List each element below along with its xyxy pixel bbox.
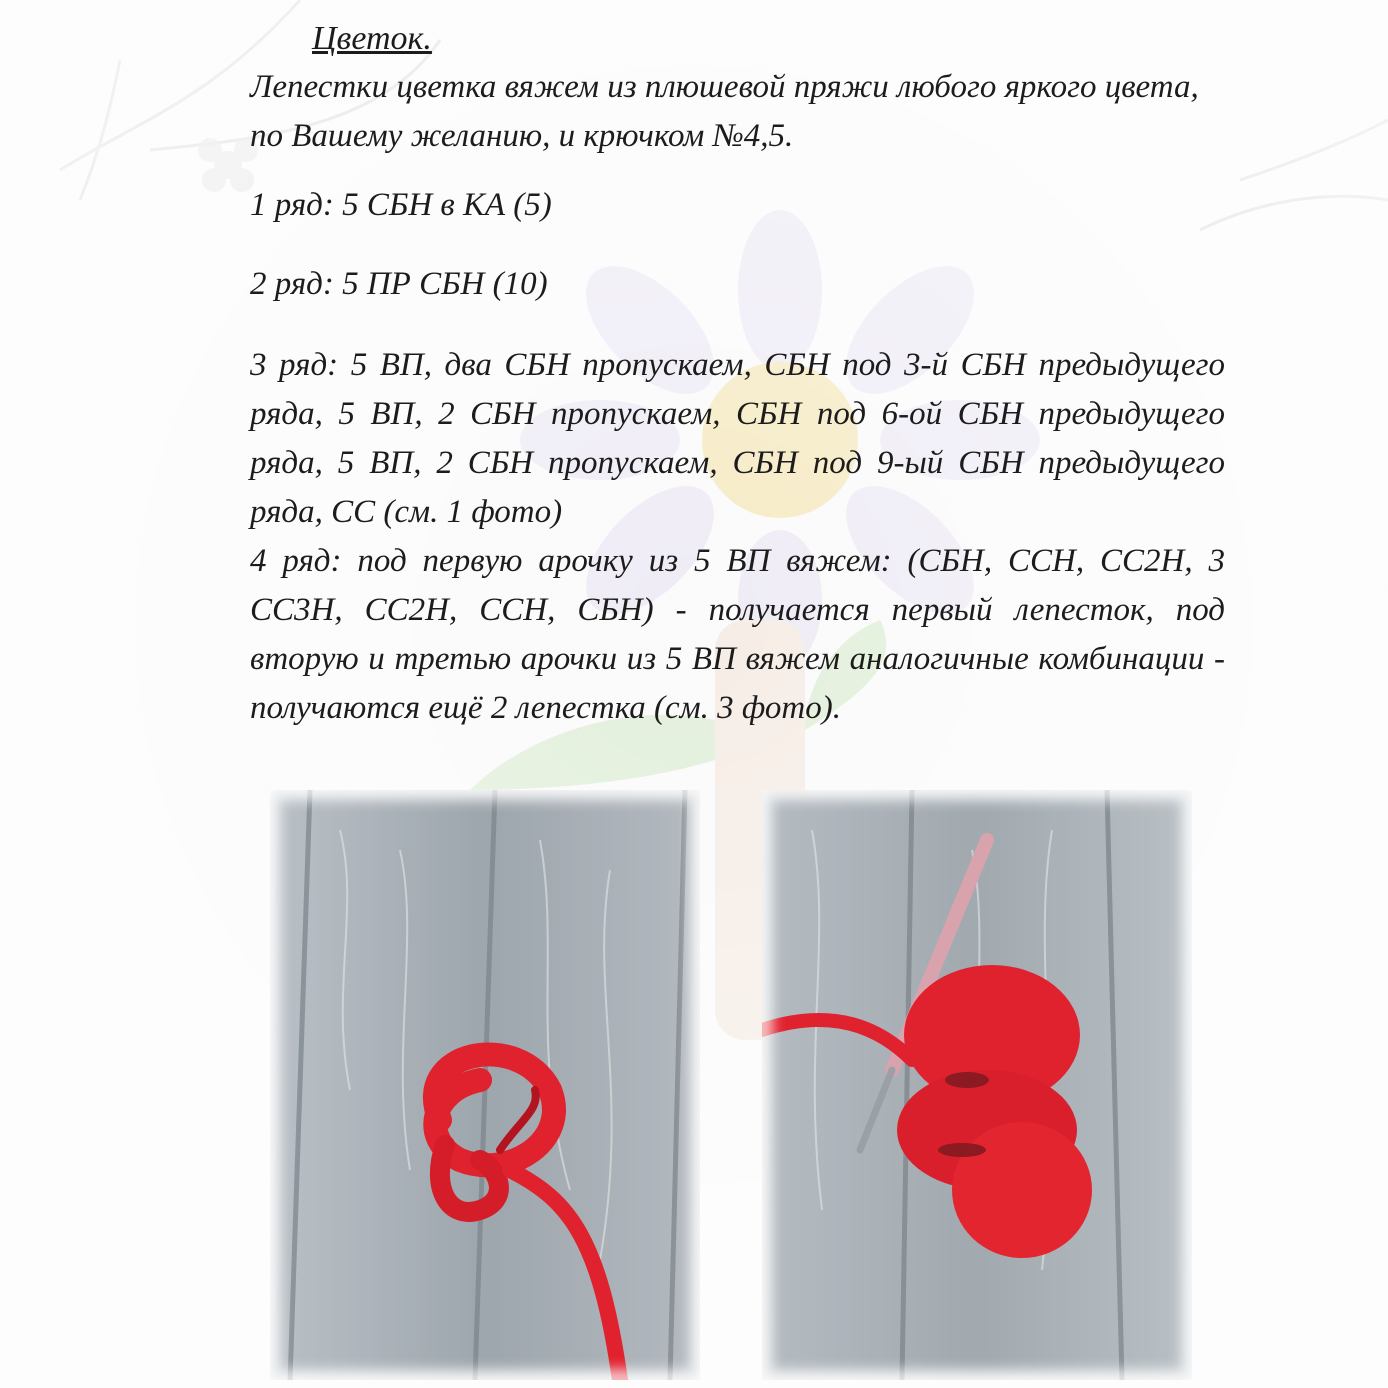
page-title: Цветок. [312,20,432,57]
crochet-photo-2 [762,790,1192,1380]
row-3-instruction: 3 ряд: 5 ВП, два СБН пропускаем, СБН под 3-й СБН предыдущего ряда, 5 ВП, 2 СБН пропускаем, СБН под 6-ой СБН предыдущего ряда, 5 ВП, 2 СБН пропускаем, СБН под 9-ый СБН предыдущего ряда, СС (см. 1 фото) [250,347,1225,530]
row-4-instruction: 4 ряд: под первую арочку из 5 ВП вяжем: (СБН, ССН, СС2Н, 3 СС3Н, СС2Н, ССН, СБН) - получается первый лепесток, под вторую и третью арочки из 5 ВП вяжем аналогичные комбинации - получаются ещё 2 лепестка (см. 3 фото). [250,543,1225,726]
pattern-text [250,14,1225,733]
row-1-instruction: 1 ряд: 5 СБН в КА (5) [250,187,552,223]
intro-paragraph: Лепестки цветка вяжем из плюшевой пряжи любого яркого цвета, по Вашему желанию, и крючком №4,5. [250,69,1199,154]
crochet-photo-1 [270,790,700,1380]
row-2-instruction: 2 ряд: 5 ПР СБН (10) [250,266,548,302]
